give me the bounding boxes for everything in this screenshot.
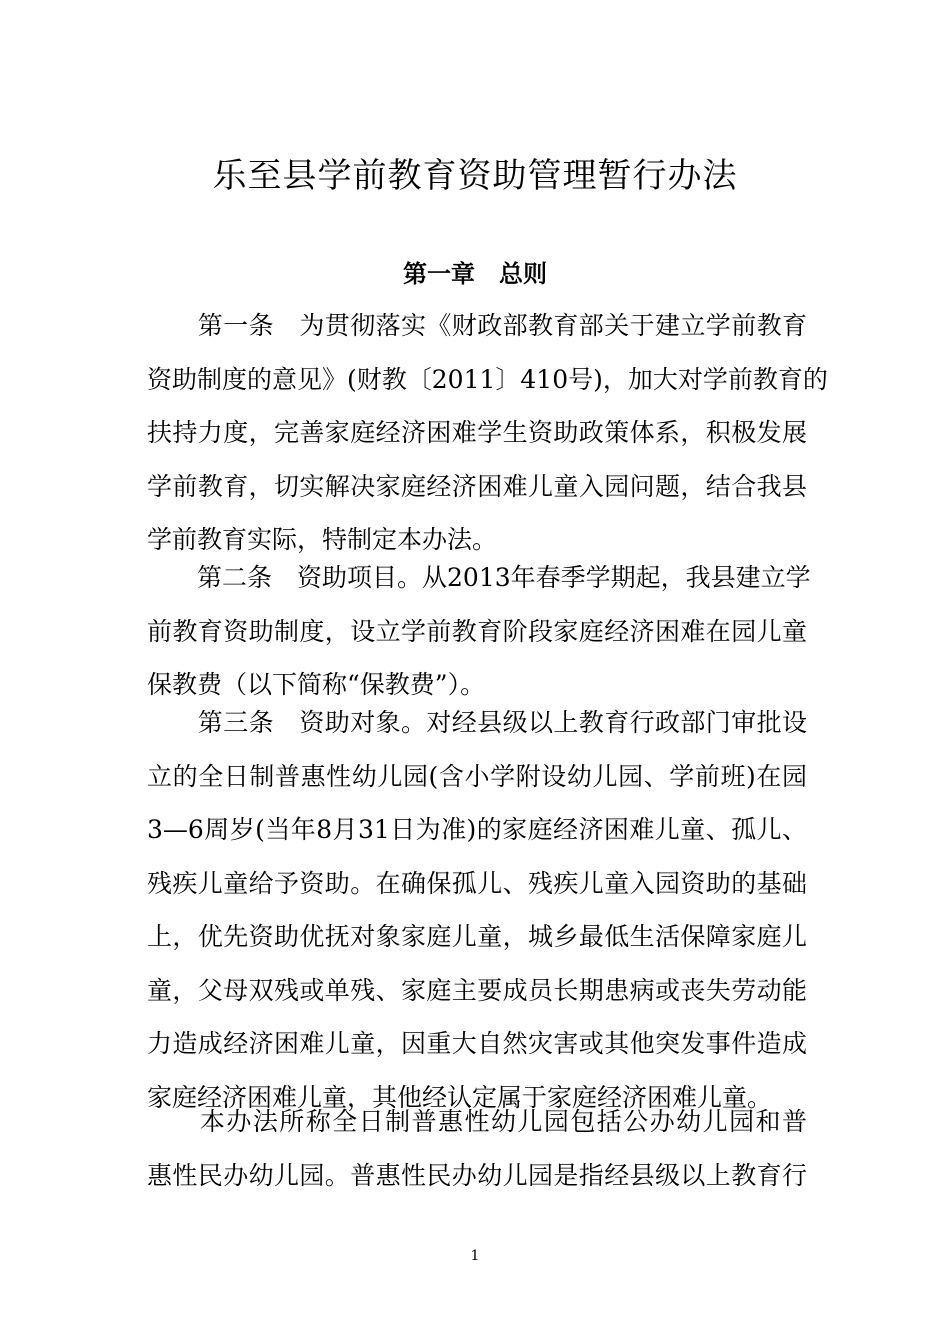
paragraph-line: 前教育资助制度，设立学前教育阶段家庭经济困难在园儿童 — [147, 616, 807, 646]
paragraph-line: 学前教育实际，特制定本办法。 — [147, 525, 498, 554]
paragraph-line: 力造成经济困难儿童，因重大自然灾害或其他突发事件造成 — [147, 1029, 807, 1058]
paragraph-line: 家庭经济困难儿童，其他经认定属于家庭经济困难儿童。 — [147, 1082, 773, 1112]
paragraph-line: 第二条 资助项目。从2013年春季学期起，我县建立学 — [147, 563, 811, 592]
paragraph-line: 第三条 资助对象。对经县级以上教育行政部门审批设 — [147, 708, 807, 737]
paragraph-line: 立的全日制普惠性幼儿园(含小学附设幼儿园、学前班)在园 — [147, 761, 807, 791]
article-1-paragraph — [147, 299, 828, 567]
paragraph-line: 惠性民办幼儿园。普惠性民办幼儿园是指经县级以上教育行 — [147, 1160, 807, 1190]
article-3-paragraph — [147, 696, 807, 1124]
article-2-paragraph — [147, 551, 811, 712]
paragraph-line: 本办法所称全日制普惠性幼儿园包括公办幼儿园和普 — [147, 1107, 807, 1136]
paragraph-line: 童，父母双残或单残、家庭主要成员长期患病或丧失劳动能 — [147, 975, 807, 1005]
paragraph-line: 残疾儿童给予资助。在确保孤儿、残疾儿童入园资助的基础 — [147, 868, 807, 898]
paragraph-line: 资助制度的意见》(财教〔2011〕410号)，加大对学前教育的 — [147, 364, 828, 394]
paragraph-line: 3—6周岁(当年8月31日为准)的家庭经济困难儿童、孤儿、 — [147, 815, 807, 844]
paragraph-line: 扶持力度，完善家庭经济困难学生资助政策体系，积极发展 — [147, 418, 807, 447]
paragraph-line: 上，优先资助优抚对象家庭儿童，城乡最低生活保障家庭儿 — [147, 922, 807, 951]
chapter-title: 第一章 总则 — [403, 260, 547, 288]
page-number: 1 — [470, 1248, 480, 1264]
paragraph-line: 学前教育，切实解决家庭经济困难儿童入园问题，结合我县 — [147, 471, 807, 501]
document-title: 乐至县学前教育资助管理暂行办法 — [212, 156, 738, 196]
paragraph-line: 第一条 为贯彻落实《财政部教育部关于建立学前教育 — [147, 311, 807, 340]
paragraph-line: 保教费（以下简称“保教费”）。 — [147, 670, 486, 699]
definition-paragraph — [147, 1095, 807, 1202]
